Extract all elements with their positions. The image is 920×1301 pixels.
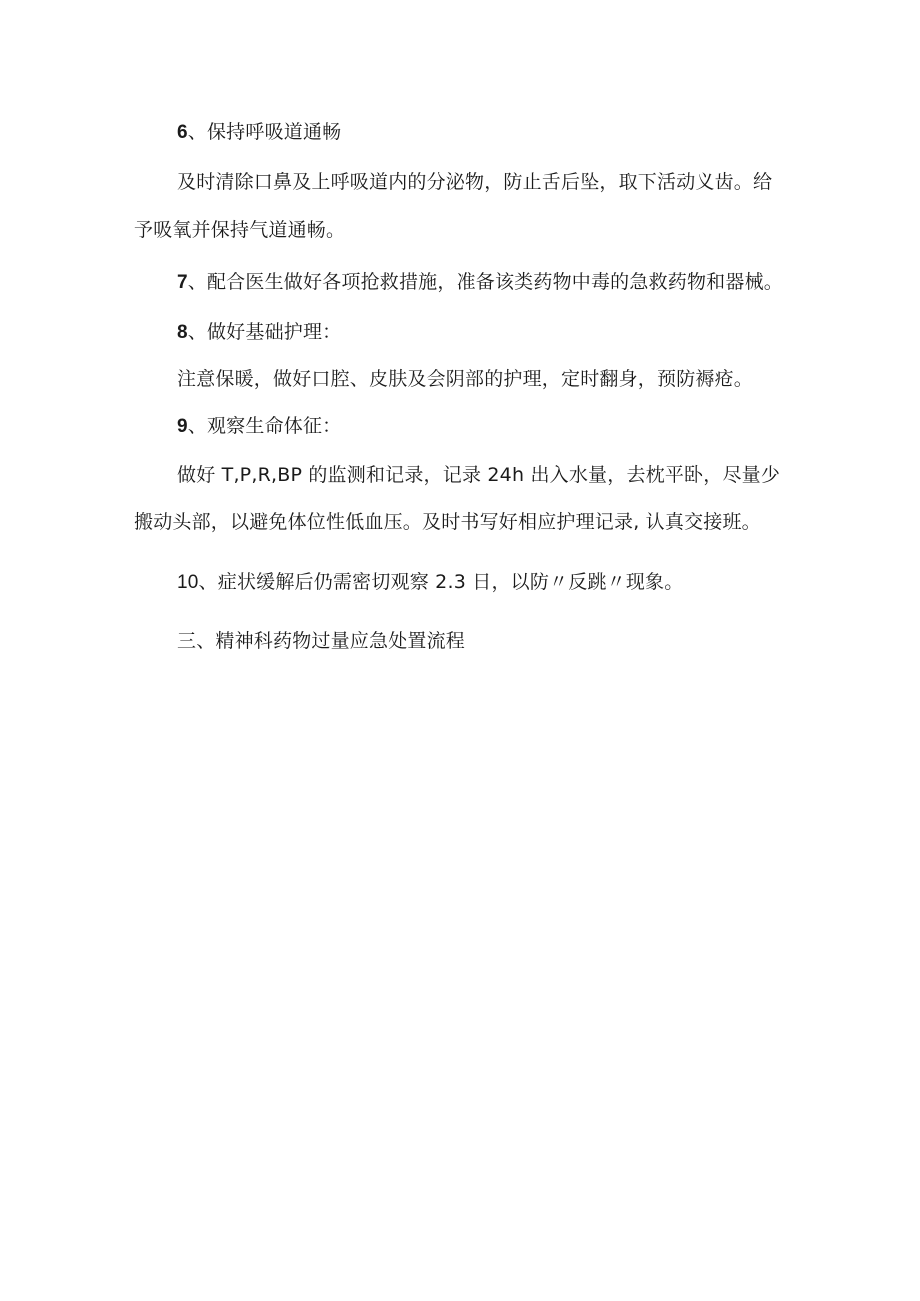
item-6-body-line-2: 予吸氧并保持气道通畅。	[134, 219, 346, 241]
item-10-title: 、症状缓解后仍需密切观察 2.3 日，以防〃反跳〃现象。	[198, 571, 684, 593]
item-9-number: 9	[177, 416, 188, 437]
item-7-title: 、配合医生做好各项抢救措施，准备该类药物中毒的急救药物和器械。	[187, 271, 783, 293]
item-8-heading	[177, 320, 341, 345]
item-7-heading	[177, 270, 783, 295]
item-9-body-line-1: 做好 T,P,R,BP 的监测和记录，记录 24h 出入水量，去枕平卧，尽量少	[177, 464, 781, 486]
item-9-body-line-2: 搬动头部，以避免体位性低血压。及时书写好相应护理记录, 认真交接班。	[134, 511, 761, 533]
item-10-heading	[177, 570, 683, 595]
item-8-number: 8	[177, 322, 188, 343]
item-9-heading	[177, 414, 341, 439]
section-heading: 三、精神科药物过量应急处置流程	[177, 630, 466, 652]
item-6-heading	[177, 120, 341, 145]
item-8-title: 、做好基础护理：	[187, 321, 342, 343]
item-10-number: 10	[177, 572, 199, 593]
item-9-title: 、观察生命体征：	[187, 415, 342, 437]
item-8-body-line-1: 注意保暖，做好口腔、皮肤及会阴部的护理，定时翻身，预防褥疮。	[177, 368, 754, 390]
item-6-title: 、保持呼吸道通畅	[187, 121, 342, 143]
item-7-number: 7	[177, 272, 188, 293]
item-6-body-line-1: 及时清除口鼻及上呼吸道内的分泌物，防止舌后坠，取下活动义齿。给	[177, 171, 773, 193]
item-6-number: 6	[177, 122, 188, 143]
